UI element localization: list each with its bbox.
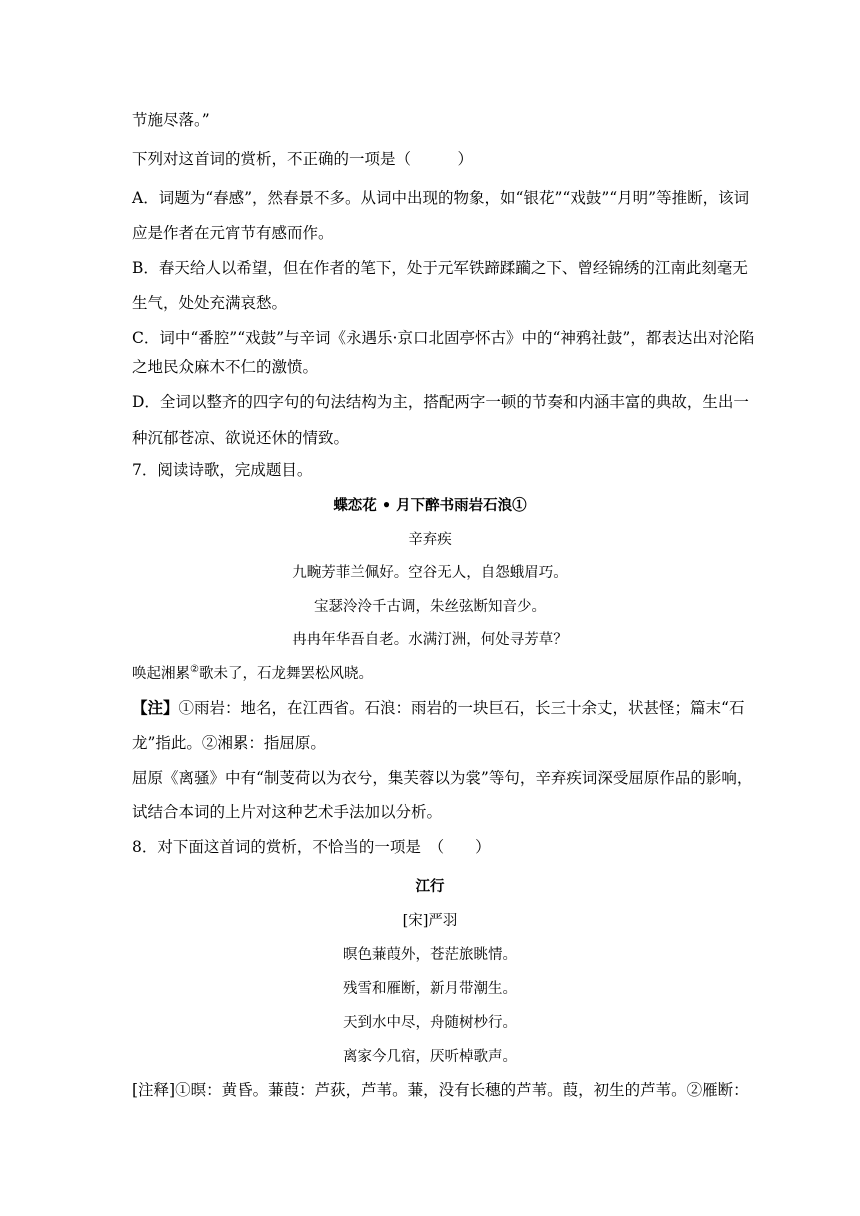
question-8-title: 8．对下面这首词的赏析，不恰当的一项是 （ ） bbox=[132, 838, 491, 856]
text-line: 节施尽落。” bbox=[132, 111, 210, 129]
note: 【注】①雨岩：地名，在江西省。石浪：雨岩的一块巨石，长三十余丈，状甚怪；篇末“石 bbox=[132, 698, 745, 717]
poem-line: 暝色蒹葭外，苍茫旅眺情。 bbox=[343, 947, 517, 963]
option-a: A．词题为“春感”，然春景不多。从词中出现的物象，如“银花”“戏鼓”“月明”等推断，该词 bbox=[132, 189, 750, 207]
question-text-cont: 试结合本词的上片对这种艺术手法加以分析。 bbox=[132, 803, 443, 821]
option-b-cont: 生气，处处充满哀愁。 bbox=[132, 294, 288, 312]
note-cont: 龙”指此。②湘累：指屈原。 bbox=[132, 734, 326, 752]
option-d-cont: 种沉郁苍凉、欲说还休的情致。 bbox=[132, 429, 350, 447]
poem-line: 冉冉年华吾自老。水满汀洲，何处寻芳草？ bbox=[292, 632, 568, 648]
poem-title: 江行 bbox=[415, 878, 445, 895]
poem-line: 残雪和雁断，新月带潮生。 bbox=[343, 981, 517, 997]
option-a-cont: 应是作者在元宵节有感而作。 bbox=[132, 224, 334, 242]
question-text: 屈原《离骚》中有“制芰荷以为衣兮，集芙蓉以为裳”等句，辛弃疾词深受屈原作品的影响， bbox=[132, 769, 753, 787]
poem-line: 离家今几宿，厌听棹歌声。 bbox=[343, 1049, 517, 1065]
poem-line-last: 唤起湘累②歌未了，石龙舞罢松风晓。 bbox=[132, 664, 373, 682]
question-stem: 下列对这首词的赏析，不正确的一项是（ ） bbox=[132, 150, 474, 168]
poem-line: 九畹芳菲兰佩好。空谷无人，自怨蛾眉巧。 bbox=[292, 565, 568, 581]
poem-author: 辛弃疾 bbox=[408, 532, 452, 548]
option-c: C．词中“番腔”“戏鼓”与辛词《永遇乐·京口北固亭怀古》中的“神鸦社鼓”，都表达出对沦陷 bbox=[132, 329, 755, 347]
option-d: D．全词以整齐的四字句的句法结构为主，搭配两字一顿的节奏和内涵丰富的典故，生出一 bbox=[132, 393, 749, 411]
poem-line: 宝瑟泠泠千古调，朱丝弦断知音少。 bbox=[314, 599, 546, 615]
poem-author: [宋]严羽 bbox=[402, 913, 458, 929]
option-b: B．春天给人以希望，但在作者的笔下，处于元军铁蹄蹂躏之下、曾经锦绣的江南此刻毫无 bbox=[132, 259, 748, 277]
option-c-cont: 之地民众麻木不仁的激愤。 bbox=[132, 358, 319, 376]
poem-title: 蝶恋花 • 月下醉书雨岩石浪① bbox=[333, 497, 527, 514]
poem-line: 天到水中尽，舟随树杪行。 bbox=[343, 1015, 517, 1031]
question-7-title: 7．阅读诗歌，完成题目。 bbox=[132, 461, 313, 479]
annotation: [注释]①暝：黄昏。蒹葭：芦荻，芦苇。蒹，没有长穗的芦苇。葭，初生的芦苇。②雁断： bbox=[132, 1081, 749, 1099]
